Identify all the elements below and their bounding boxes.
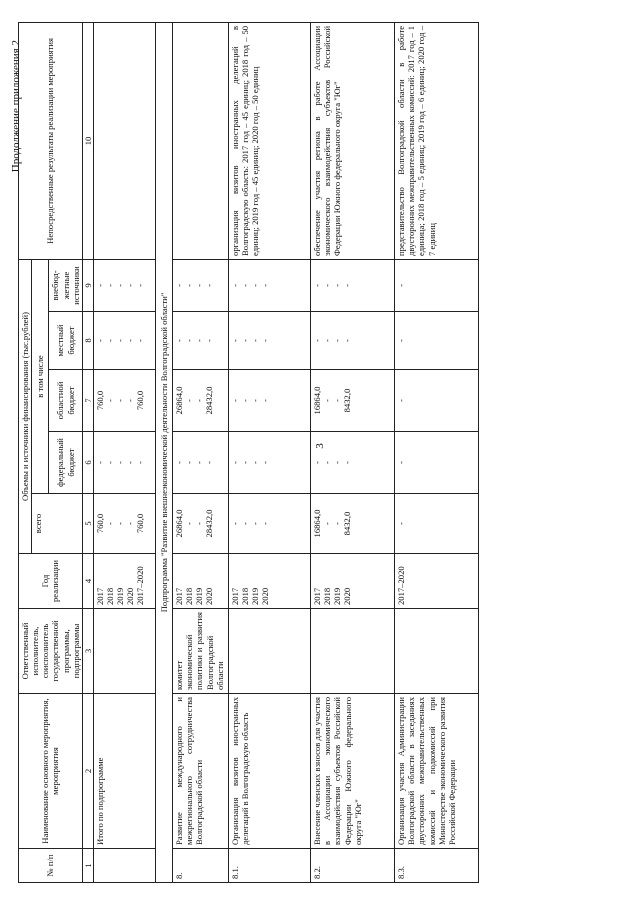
- row-name: Организация участия Администрации Волгоградской области в заседаниях двусторонних межправительственных комиссий и подкомиссий при Министерстве экономического развития Российской Федерации: [395, 694, 479, 849]
- col-number: 6: [82, 432, 93, 494]
- row-results: организация визитов иностранных делегаций в Волгоградскую область: 2017 год – 45 единиц; 2018 год – 50 единиц; 2019 год – 45 единиц; 2020 год – 50 единиц: [229, 22, 311, 259]
- header-local: местный бюджет: [49, 312, 82, 370]
- row-years: 2017 2018 2019 2020: [173, 554, 229, 609]
- row-local: - - - -: [229, 312, 311, 370]
- total-row-years: 2017 2018 2019 2020 2017–2020: [93, 554, 155, 609]
- page-number: 3: [314, 443, 326, 449]
- row-local: -: [395, 312, 479, 370]
- row-extra: - - - -: [173, 259, 229, 311]
- row-federal: - - - -: [229, 432, 311, 494]
- row-number: 8.3.: [395, 849, 479, 883]
- row-total: 16864,0 - - 8432,0: [311, 494, 395, 554]
- row-responsible: [311, 609, 395, 694]
- row-responsible: [229, 609, 311, 694]
- header-name: Наименование основного мероприятия, мероприятия: [19, 694, 83, 849]
- total-row-local: - - - - -: [93, 312, 155, 370]
- row-regional: -: [395, 370, 479, 432]
- row-number: 8.1.: [229, 849, 311, 883]
- row-extra: - - - -: [229, 259, 311, 311]
- header-responsible: Ответственный исполнитель, соисполнитель государственной программы, подпрограммы: [19, 609, 83, 694]
- row-years: 2017 2018 2019 2020: [311, 554, 395, 609]
- header-extra: внебюд-жетные источники: [49, 259, 82, 311]
- total-row-federal: - - - - -: [93, 432, 155, 494]
- header-federal: федеральный бюджет: [49, 432, 82, 494]
- header-total: всего: [32, 494, 83, 554]
- table-row: [173, 22, 229, 882]
- row-responsible: [395, 609, 479, 694]
- row-total: - - - -: [229, 494, 311, 554]
- total-row-total: 760,0 - - - 760,0: [93, 494, 155, 554]
- col-number: 4: [82, 554, 93, 609]
- subprogram-title: Подпрограмма "Развитие внешнеэкономической деятельности Волгоградской области": [155, 22, 172, 882]
- row-total: 26864,0 - - 28432,0: [173, 494, 229, 554]
- col-number: 5: [82, 494, 93, 554]
- col-number: 3: [82, 609, 93, 694]
- header-financing: Объемы и источники финансирования (тыс.рублей): [19, 259, 32, 553]
- col-number: 8: [82, 312, 93, 370]
- row-federal: - - - -: [173, 432, 229, 494]
- total-row: [93, 22, 155, 882]
- col-number: 2: [82, 694, 93, 849]
- row-federal: - - - -: [311, 432, 395, 494]
- financing-table: [18, 22, 479, 883]
- table-row: [311, 22, 395, 882]
- row-extra: -: [395, 259, 479, 311]
- row-years: 2017 2018 2019 2020: [229, 554, 311, 609]
- row-results: представительство Волгоградской области в работе двусторонних межправительственных комиссий: 2017 год – 1 единица; 2018 год – 5 единиц; 2019 год – 6 единиц; 2020 год – 7 единиц: [395, 22, 479, 259]
- header-year: Год реализации: [19, 554, 83, 609]
- row-regional: - - - -: [229, 370, 311, 432]
- table-row: [395, 22, 479, 882]
- total-row-label: Итого по подпрограмме: [93, 694, 155, 849]
- row-number: 8.: [173, 849, 229, 883]
- column-numbers-row: [82, 22, 93, 882]
- col-number: 7: [82, 370, 93, 432]
- row-federal: -: [395, 432, 479, 494]
- row-regional: 26864,0 - - 28432,0: [173, 370, 229, 432]
- row-years: 2017–2020: [395, 554, 479, 609]
- total-row-extra: - - - - -: [93, 259, 155, 311]
- row-name: Внесение членских взносов для участия в Ассоциации экономического взаимодействия субъектов Российской Федерации Южного федерального округа "Юг": [311, 694, 395, 849]
- total-row-regional: 760,0 - - - 760,0: [93, 370, 155, 432]
- col-number: 9: [82, 259, 93, 311]
- row-name: Организация визитов иностранных делегаций в Волгоградскую область: [229, 694, 311, 849]
- row-total: -: [395, 494, 479, 554]
- row-local: - - - -: [311, 312, 395, 370]
- col-number: 1: [82, 849, 93, 883]
- row-results: [173, 22, 229, 259]
- header-num: № п/п: [19, 849, 83, 883]
- row-name: Развитие международного и межрегионального сотрудничества Волгоградской области: [173, 694, 229, 849]
- row-results: обеспечение участия региона в работе Ассоциации экономического взаимодействия субъектов Российской Федерации Южного федерального округа "Юг": [311, 22, 395, 259]
- row-extra: - - - -: [311, 259, 395, 311]
- row-responsible: комитет экономической политики и развития Волгоградской области: [173, 609, 229, 694]
- subprogram-title-row: [155, 22, 172, 882]
- row-regional: 16864,0 - - 8432,0: [311, 370, 395, 432]
- row-number: 8.2.: [311, 849, 395, 883]
- continuation-title: Продолжение приложения 2: [10, 40, 22, 173]
- header-including: в том числе: [32, 259, 49, 493]
- header-regional: областной бюджет: [49, 370, 82, 432]
- row-local: - - - -: [173, 312, 229, 370]
- col-number: 10: [82, 22, 93, 259]
- header-results: Непосредственные результаты реализации мероприятия: [19, 22, 83, 259]
- table-row: [229, 22, 311, 882]
